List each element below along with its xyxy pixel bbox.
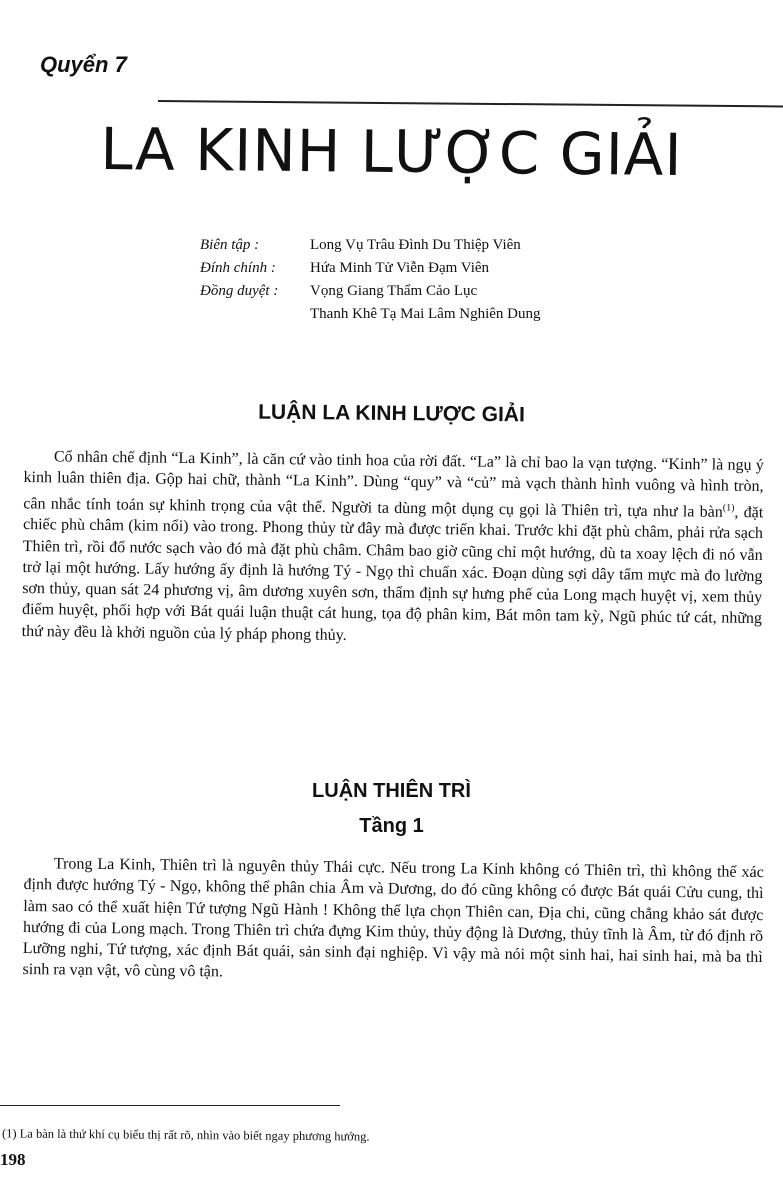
body-paragraph-thien-tri: Trong La Kinh, Thiên trì là nguyên thủy Thái cực. Nếu trong La Kinh không có Thiên trì, thì không thể xác định được hướng Tý - Ngọ, không thể phân chia Âm và Dương, do đó cũng không có được Bát quái Cửu cung, thì làm sao có thể xuất hiện Tứ tượng Ngũ Hành ! Không thể lựa chọn Thiên can, Địa chi, cũng chẳng khảo sát được hướng đi của Long mạch. Trong Thiên trì chứa đựng Kim thủy, thủy động là Dương, thủy tĩnh là Âm, từ đó định rõ Lưỡng nghi, Tứ tượng, xác định Bát quái, sản sinh đại nghiệp. Vì vậy mà nói một sinh hai, hai sinh hai, mà ba thì sinh ra vạn vật, vô cùng vô tận. — [22, 855, 764, 981]
credit-label: Đính chính : — [200, 260, 276, 276]
credits-block — [200, 234, 541, 326]
section-subheading-tang: Tầng 1 — [359, 815, 424, 837]
section-heading-thien-tri: LUẬN THIÊN TRÌ — [312, 780, 471, 802]
paragraph-text: Cổ nhân chế định “La Kinh”, là căn cứ vào tinh hoa của rời đất. “La” là chỉ bao la vạn tượng. “Kinh” là ngụ ý kinh luân thiên địa. Gộp hai chữ, thành “La Kinh”. Dùng “quy” và “củ” mà vạch thành hình vuông và hình tròn, cân nhắc tính toán sự khinh trọng của vật thể. Người ta dùng một dụng cụ gọi là Thiên trì, tựa như la bàn — [23, 448, 764, 521]
credit-name: Hứa Minh Tử Viễn Đạm Viên — [310, 260, 490, 276]
section-heading-la-kinh: LUẬN LA KINH LƯỢC GIẢI — [258, 400, 525, 427]
header-rule — [158, 100, 783, 107]
credit-corrector — [200, 257, 541, 280]
credit-reviewers-continued — [200, 303, 541, 326]
credit-editor — [200, 234, 541, 257]
credit-label: Biên tập : — [200, 237, 260, 253]
credit-name: Thanh Khê Tạ Mai Lâm Nghiên Dung — [310, 306, 541, 322]
paragraph-text: , đặt chiếc phù châm (kim nổi) vào trong. Phong thủy từ đây mà được triển khai. Trước khi đặt phù châm, phải rửa sạch Thiên trì, rồi đổ nước sạch vào đó mà đặt phù châm. Châm bao giờ cũng chỉ một hướng, dù ta xoay lệch đi nó vẫn trở lại một hướng. Lấy hướng ấy định là hướng Tý - Ngọ thì chuẩn xác. Đoạn dùng sợi dây tẩm mực mà đo lường sơn thủy, quan sát 24 phương vị, âm dương xuyên sơn, thẩm định sự hưng phế của Long mạch huyệt vị, xem thủy điểm huyệt, phối hợp với Bát quái luận thuật cát hung, tọa độ phân kim, Bát môn tam kỳ, Ngũ phúc tứ cát, những thứ này đều là khởi nguồn của lý pháp phong thủy. — [21, 503, 764, 644]
credit-label: Đồng duyệt : — [200, 283, 279, 299]
page-number: 198 — [0, 1150, 26, 1169]
footnote: (1) La bàn là thứ khí cụ biểu thị rất rõ, nhìn vào biết ngay phương hướng. — [1, 1126, 370, 1144]
credit-reviewers — [200, 280, 541, 303]
credit-name: Vọng Giang Thẩm Cảo Lục — [310, 283, 478, 299]
footnote-rule — [0, 1105, 340, 1106]
book-label: Quyển 7 — [40, 52, 127, 77]
chapter-title: LA KINH LƯỢC GIẢI — [100, 114, 683, 190]
credit-name: Long Vụ Trâu Đình Du Thiệp Viên — [310, 237, 521, 253]
body-paragraph-la-kinh — [22, 446, 764, 651]
footnote-marker: (1) — [722, 502, 735, 514]
